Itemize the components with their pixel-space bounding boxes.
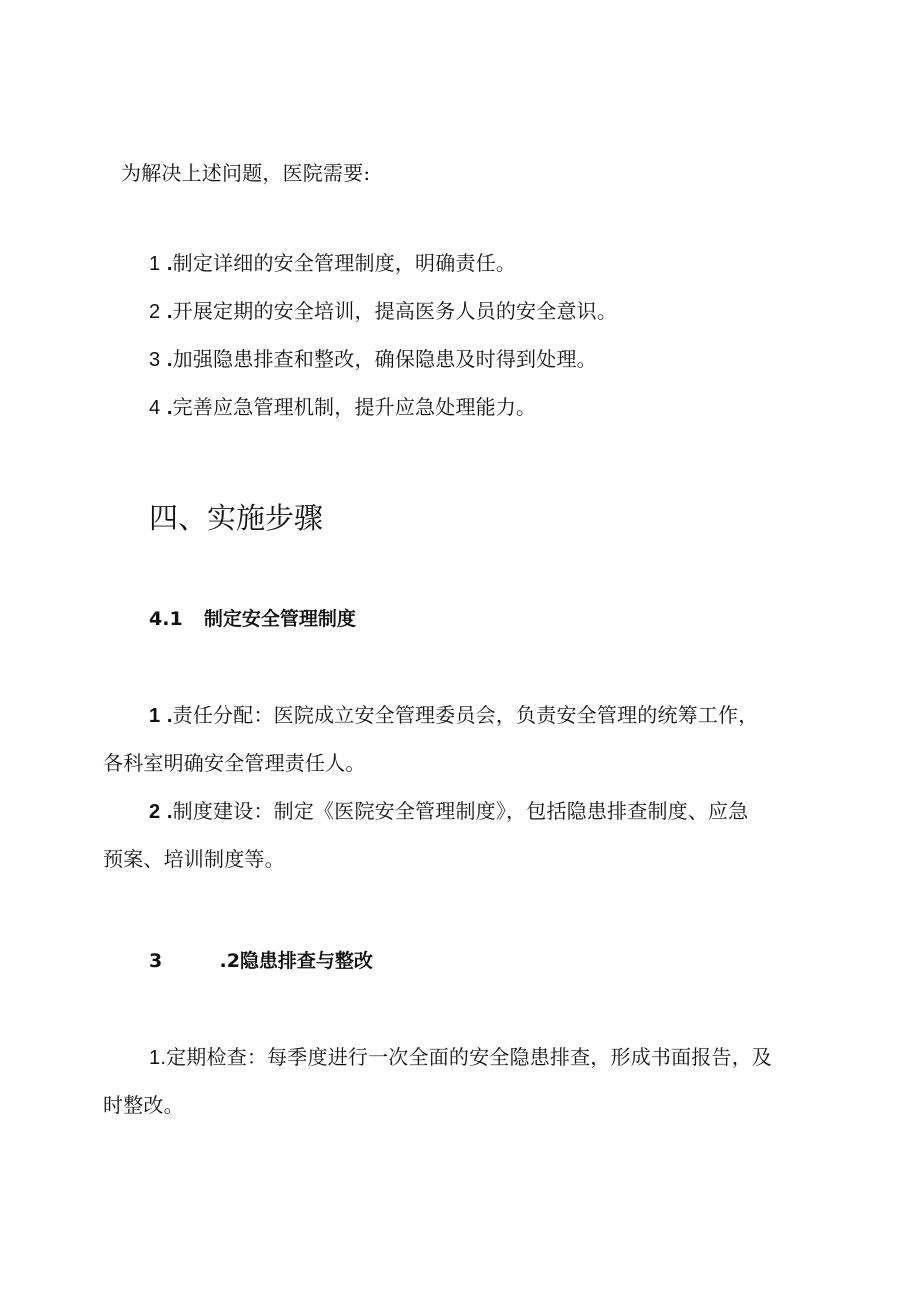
sub1-item-1-number: 1 [149, 705, 161, 727]
sub2-item-1-text-1: 定期检查：每季度进行一次全面的安全隐患排查，形成书面报告，及 [166, 1045, 773, 1069]
need-item-3-text: 加强隐患排查和整改，确保隐患及时得到处理。 [172, 347, 597, 371]
sub2-item-1-line-2 [103, 1093, 184, 1117]
need-item-2 [149, 299, 617, 324]
need-item-2-text: 开展定期的安全培训，提高医务人员的安全意识。 [172, 299, 618, 323]
sub1-item-2-number: 2 [149, 801, 161, 823]
sub1-item-2-dot: . [166, 801, 173, 823]
sub1-item-2-line-1 [149, 799, 748, 824]
sub1-item-2-text-2: 预案、培训制度等。 [103, 847, 285, 871]
intro-text [121, 161, 370, 185]
section-title: 四、实施步骤 [149, 501, 324, 535]
sub1-item-1-text-2: 各科室明确安全管理责任人。 [103, 751, 366, 775]
sub2-item-1-line-1 [149, 1045, 772, 1070]
need-item-2-dot: . [166, 301, 173, 323]
sub2-item-1-text-2: 时整改。 [103, 1093, 184, 1117]
subsection-4-2-number: 3 [149, 950, 163, 972]
need-item-4-number: 4 [149, 397, 161, 419]
subsection-4-1-number: 4.1 [149, 608, 183, 630]
sub1-item-1-line-1 [149, 703, 758, 728]
need-item-1-text: 制定详细的安全管理制度，明确责任。 [172, 251, 517, 275]
subsection-4-1-title: 制定安全管理制度 [203, 608, 356, 630]
sub1-item-1-dot: . [166, 705, 173, 727]
need-item-3-dot: . [166, 349, 173, 371]
need-item-4-text: 完善应急管理机制，提升应急处理能力。 [172, 395, 537, 419]
sub2-item-1-number: 1. [149, 1047, 167, 1069]
need-item-2-number: 2 [149, 301, 161, 323]
sub1-item-1-text-1: 责任分配：医院成立安全管理委员会，负责安全管理的统筹工作， [172, 703, 759, 727]
subsection-4-1-heading [149, 607, 356, 631]
subsection-4-2-heading [149, 949, 373, 973]
sub1-item-2-line-2 [103, 847, 285, 871]
need-item-1-number: 1 [149, 253, 161, 275]
intro-text-content: 为解决上述问题，医院需要: [121, 161, 371, 185]
need-item-4-dot: . [166, 397, 173, 419]
subsection-4-2-title: .2隐患排查与整改 [219, 950, 373, 972]
sub1-item-1-line-2 [103, 751, 366, 775]
need-item-1 [149, 251, 516, 276]
need-item-3 [149, 347, 597, 372]
need-item-4 [149, 395, 536, 420]
need-item-3-number: 3 [149, 349, 161, 371]
need-item-1-dot: . [166, 253, 173, 275]
sub1-item-2-text-1: 制度建设：制定《医院安全管理制度》，包括隐患排查制度、应急 [172, 799, 749, 823]
